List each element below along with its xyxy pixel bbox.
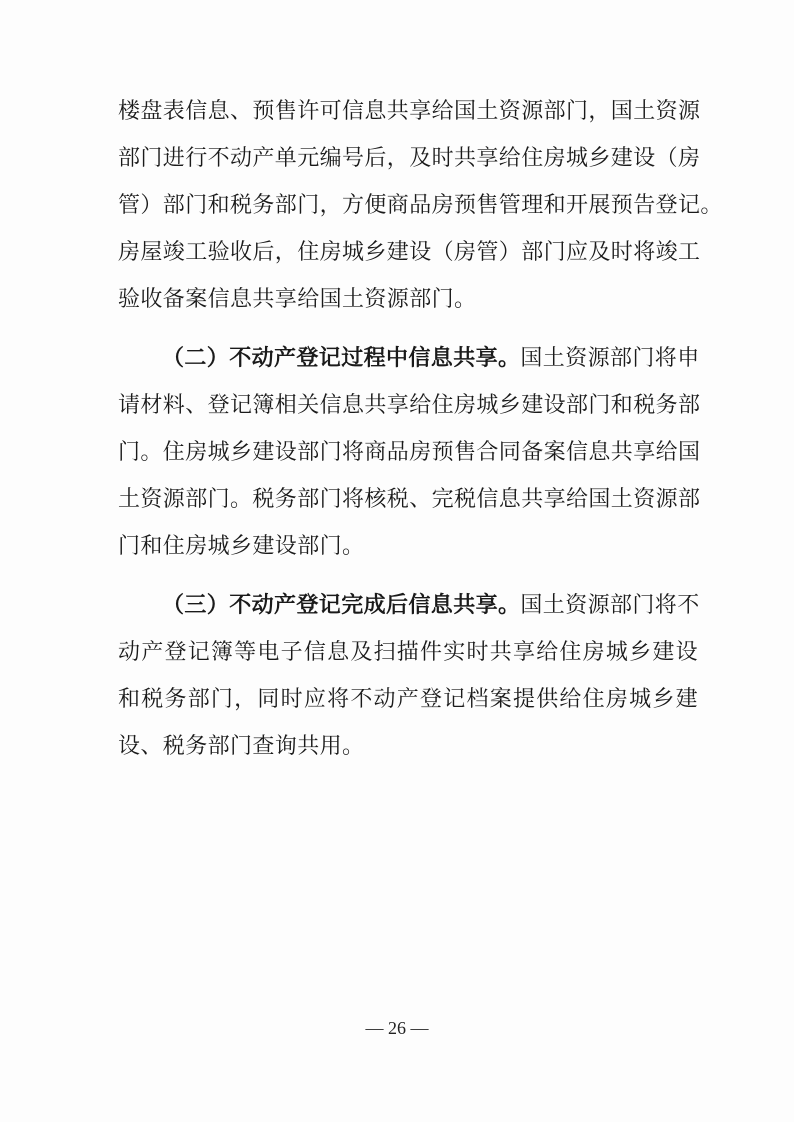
- paragraph-3-line-3: 和税务部门，同时应将不动产登记档案提供给住房城乡建: [118, 687, 698, 712]
- paragraph-3-line-1: [118, 582, 698, 629]
- paragraph-1-line-3: 管）部门和税务部门，方便商品房预售管理和开展预告登记。: [118, 193, 723, 218]
- paragraph-1-line-1: 楼盘表信息、预售许可信息共享给国土资源部门，国土资源: [118, 99, 701, 124]
- paragraph-2-first-line-text: 国土资源部门将申: [520, 346, 700, 371]
- paragraph-2-line-1: [118, 335, 698, 382]
- paragraph-spacer: [118, 323, 698, 335]
- paragraph-2-line-5: 门和住房城乡建设部门。: [118, 534, 365, 559]
- paragraph-2-line-3: 门。住房城乡建设部门将商品房预售合同备案信息共享给国: [118, 440, 701, 465]
- paragraph-2: [118, 335, 701, 570]
- paragraph-3-line-2: 动产登记簿等电子信息及扫描件实时共享给住房城乡建设: [118, 640, 698, 665]
- paragraph-1: [118, 88, 723, 323]
- paragraph-1-line-4: 房屋竣工验收后，住房城乡建设（房管）部门应及时将竣工: [118, 240, 701, 265]
- paragraph-1-line-5: 验收备案信息共享给国土资源部门。: [118, 287, 477, 312]
- page-number: — 26 —: [365, 1018, 429, 1038]
- paragraph-1-line-2: 部门进行不动产单元编号后，及时共享给住房城乡建设（房: [118, 146, 701, 171]
- paragraph-2-heading: （二）不动产登记过程中信息共享。: [162, 346, 521, 371]
- paragraph-3-heading: （三）不动产登记完成后信息共享。: [162, 593, 521, 618]
- paragraph-2-line-2: 请材料、登记簿相关信息共享给住房城乡建设部门和税务部: [118, 393, 701, 418]
- paragraph-3: [118, 582, 698, 770]
- paragraph-3-line-4: 设、税务部门查询共用。: [118, 734, 365, 759]
- paragraph-3-first-line-text: 国土资源部门将不: [520, 593, 700, 618]
- document-body: [118, 88, 723, 770]
- paragraph-spacer: [118, 570, 698, 582]
- paragraph-2-line-4: 土资源部门。税务部门将核税、完税信息共享给国土资源部: [118, 487, 701, 512]
